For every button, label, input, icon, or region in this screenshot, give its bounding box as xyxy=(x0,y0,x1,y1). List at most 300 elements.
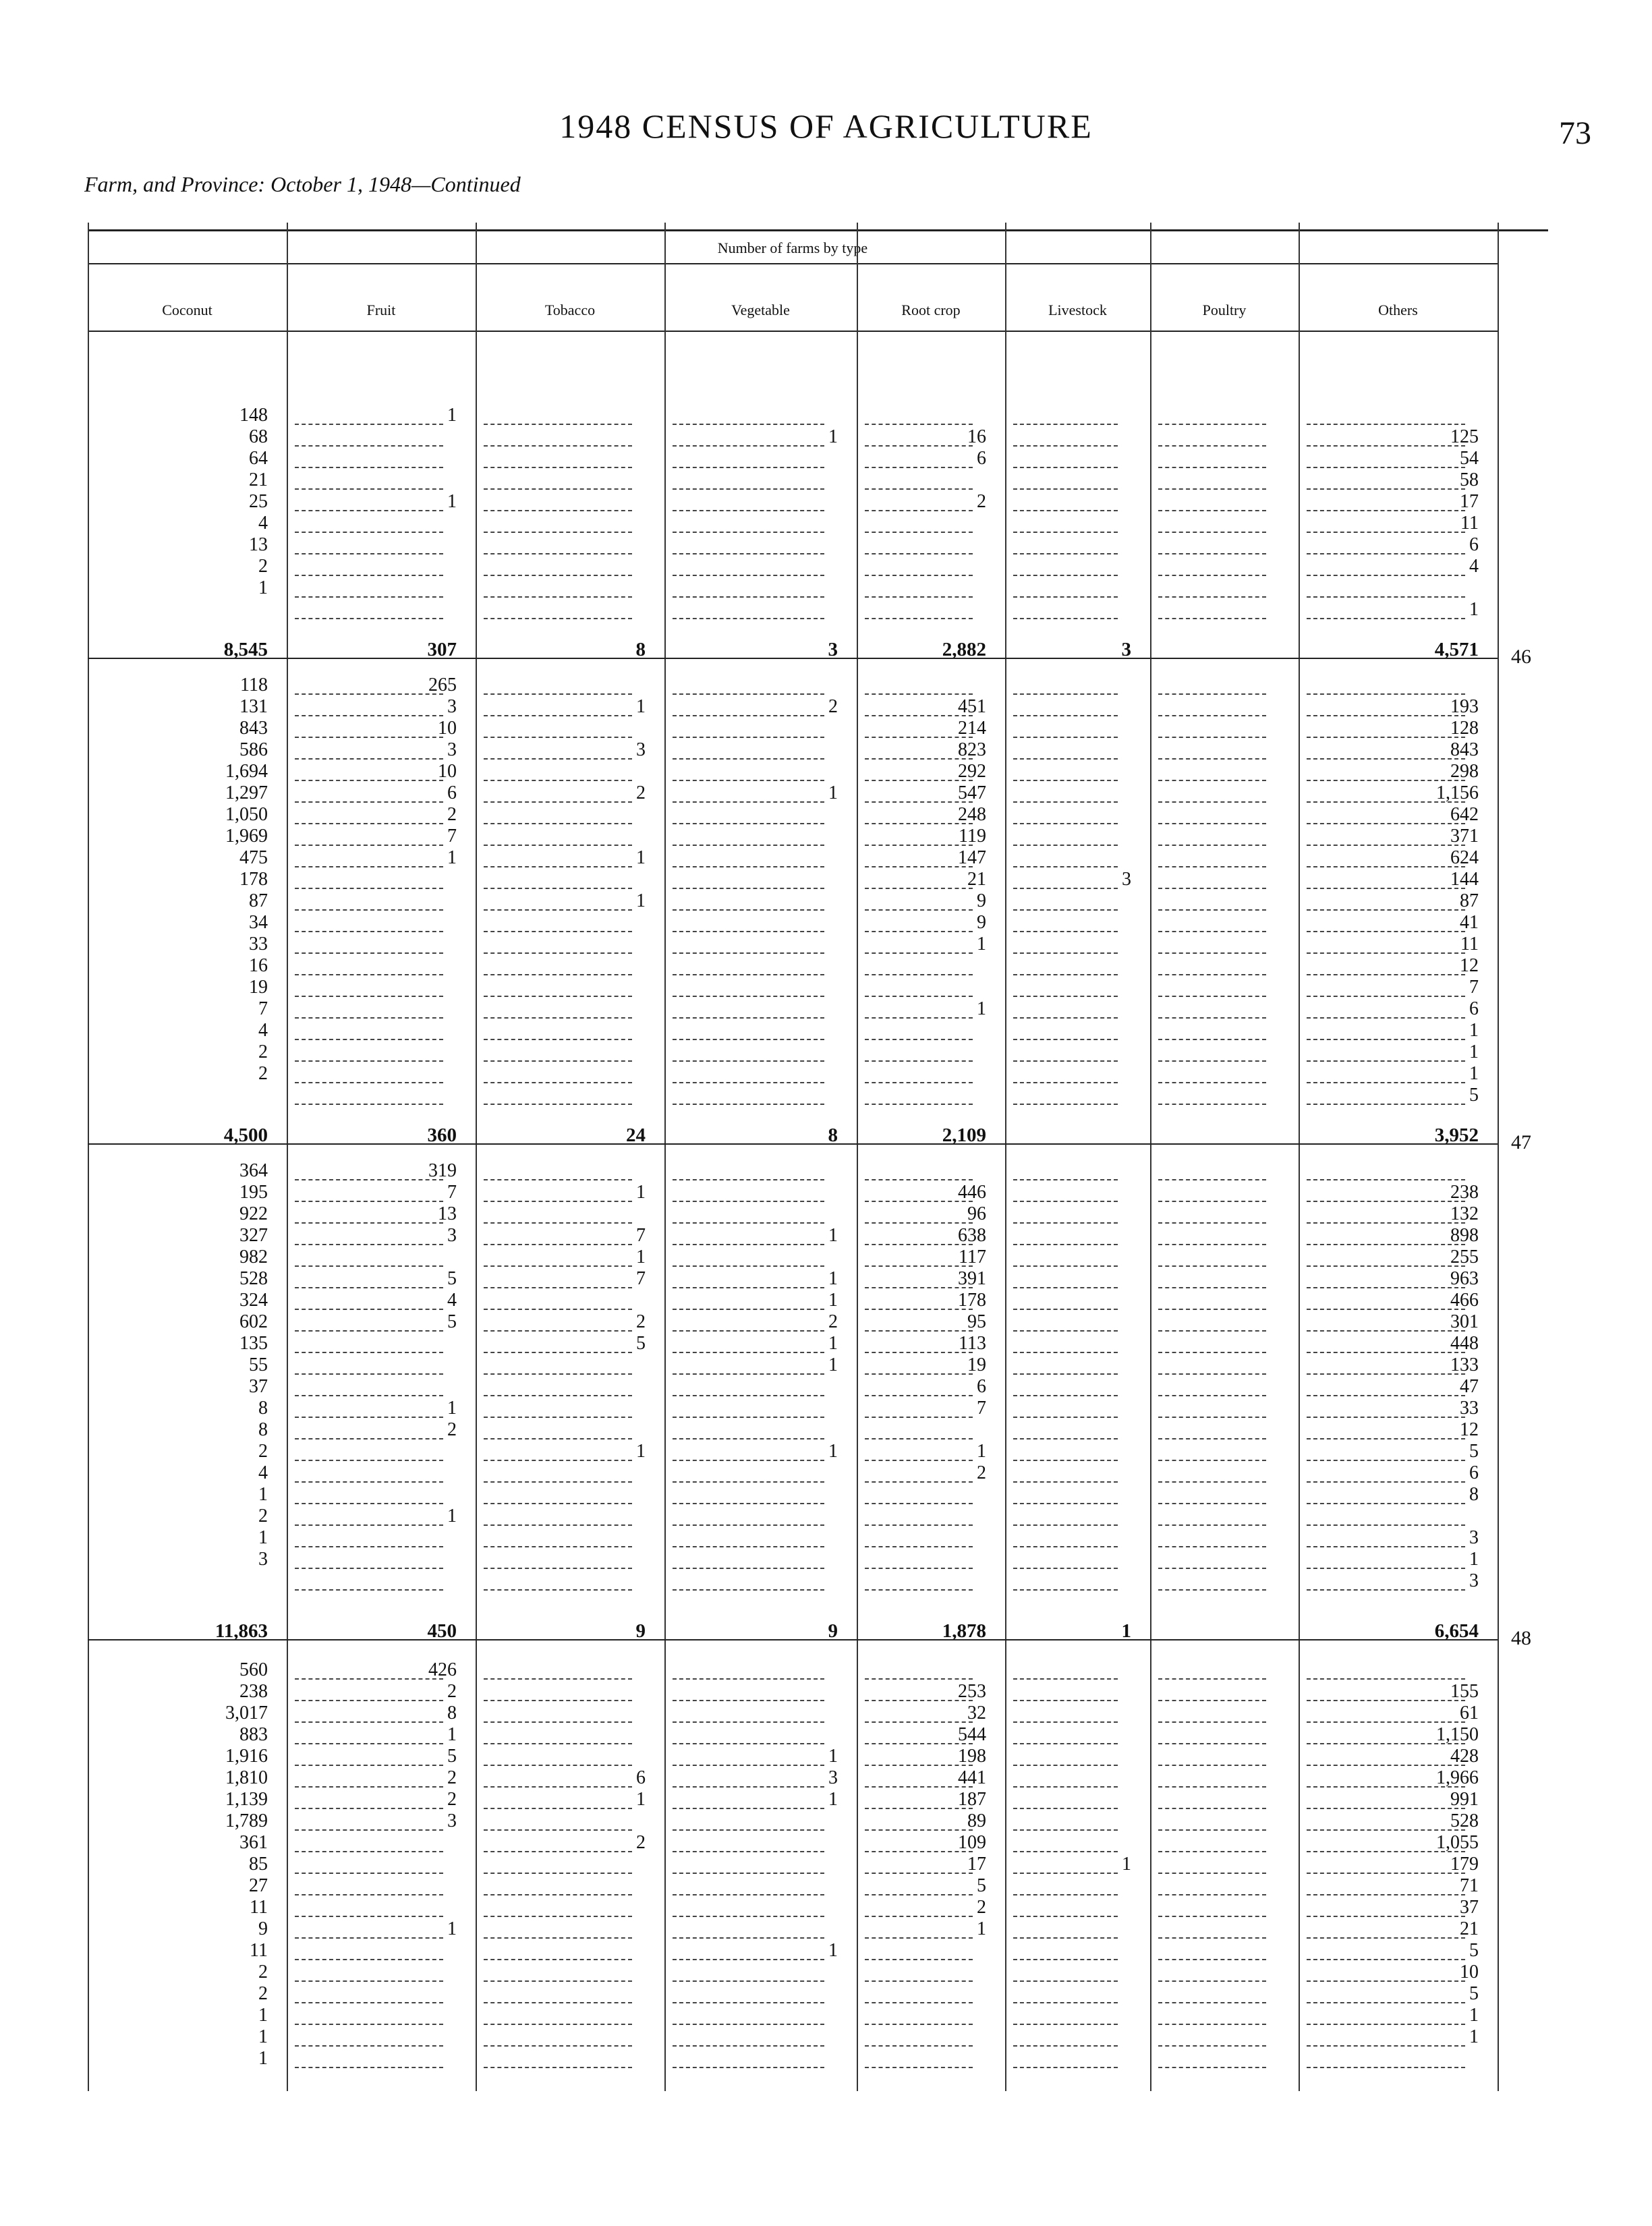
leader-dots xyxy=(1013,1309,1118,1310)
leader-dots xyxy=(1158,488,1266,490)
table-cell: 13 xyxy=(438,1203,457,1224)
leader-dots xyxy=(295,1959,443,1960)
table-cell: 1,050 xyxy=(225,804,268,825)
table-cell: 361 xyxy=(239,1832,268,1853)
leader-dots xyxy=(484,1524,632,1526)
leader-dots xyxy=(1158,1743,1266,1744)
total-cell: 4,500 xyxy=(223,1124,268,1146)
leader-dots xyxy=(1158,931,1266,932)
table-cell: 1 xyxy=(977,1918,986,1939)
table-banner: Number of farms by type xyxy=(717,239,868,256)
leader-dots xyxy=(673,2045,824,2047)
leader-dots xyxy=(484,1568,632,1569)
table-cell: 7 xyxy=(636,1268,646,1289)
leader-dots xyxy=(484,2024,632,2025)
leader-dots xyxy=(673,1265,824,1267)
table-cell: 1 xyxy=(977,998,986,1019)
table-cell: 1 xyxy=(828,1290,838,1311)
table-cell: 17 xyxy=(967,1854,986,1875)
row-number: 48 xyxy=(1511,1627,1531,1649)
leader-dots xyxy=(865,996,973,997)
table-cell: 2 xyxy=(258,1441,268,1462)
leader-dots xyxy=(1013,1179,1118,1180)
table-cell: 2 xyxy=(828,696,838,717)
leader-dots xyxy=(865,575,973,576)
leader-dots xyxy=(295,931,443,932)
leader-dots xyxy=(295,1546,443,1547)
leader-dots xyxy=(673,1503,824,1504)
leader-dots xyxy=(1013,1829,1118,1831)
row-number: 47 xyxy=(1511,1131,1531,1153)
leader-dots xyxy=(1013,1082,1118,1083)
leader-dots xyxy=(1158,1503,1266,1504)
table-cell: 391 xyxy=(958,1268,986,1289)
leader-dots xyxy=(1307,1524,1465,1526)
leader-dots xyxy=(295,1873,443,1874)
table-cell: 2 xyxy=(258,1962,268,1982)
table-cell: 195 xyxy=(239,1182,268,1203)
table-cell: 441 xyxy=(958,1767,986,1788)
table-cell: 238 xyxy=(1450,1182,1479,1203)
table-cell: 1 xyxy=(1469,2005,1479,2026)
leader-dots xyxy=(484,737,632,738)
table-cell: 991 xyxy=(1450,1789,1479,1810)
table-cell: 1,969 xyxy=(225,826,268,847)
leader-dots xyxy=(1158,974,1266,975)
leader-dots xyxy=(484,1039,632,1040)
leader-dots xyxy=(1013,1524,1118,1526)
row-number: 46 xyxy=(1511,646,1531,668)
table-cell: 6 xyxy=(1469,998,1479,1019)
leader-dots xyxy=(1013,1460,1118,1461)
leader-dots xyxy=(673,1851,824,1852)
table-cell: 21 xyxy=(249,469,268,490)
table-cell: 37 xyxy=(249,1376,268,1397)
table-cell: 214 xyxy=(958,718,986,739)
table-cell: 1,150 xyxy=(1436,1724,1479,1745)
table-cell: 37 xyxy=(1460,1897,1479,1918)
table-cell: 1 xyxy=(1469,1041,1479,1062)
leader-dots xyxy=(1013,445,1118,447)
leader-dots xyxy=(484,553,632,554)
table-cell: 3 xyxy=(1469,1527,1479,1548)
leader-dots xyxy=(673,974,824,975)
leader-dots xyxy=(1158,553,1266,554)
table-cell: 642 xyxy=(1450,804,1479,825)
leader-dots xyxy=(295,909,443,911)
leader-dots xyxy=(1013,553,1118,554)
leader-dots xyxy=(484,823,632,824)
table-cell: 324 xyxy=(239,1290,268,1311)
table-cell: 371 xyxy=(1450,826,1479,847)
leader-dots xyxy=(1307,2067,1465,2068)
leader-dots xyxy=(484,1721,632,1723)
leader-dots xyxy=(1158,1417,1266,1418)
leader-dots xyxy=(1158,1201,1266,1202)
leader-dots xyxy=(673,1082,824,1083)
leader-dots xyxy=(1158,1721,1266,1723)
leader-dots xyxy=(484,1700,632,1701)
leader-dots xyxy=(673,1873,824,1874)
column-header-livestock: Livestock xyxy=(1048,302,1107,318)
leader-dots xyxy=(673,1916,824,1917)
leader-dots xyxy=(484,1937,632,1939)
table-cell: 147 xyxy=(958,847,986,868)
table-cell: 1 xyxy=(258,2005,268,2026)
leader-dots xyxy=(1158,996,1266,997)
leader-dots xyxy=(1013,1743,1118,1744)
leader-dots xyxy=(865,488,973,490)
table-cell: 638 xyxy=(958,1225,986,1246)
leader-dots xyxy=(484,2002,632,2003)
table-cell: 2 xyxy=(258,1041,268,1062)
leader-dots xyxy=(295,2067,443,2068)
leader-dots xyxy=(673,1481,824,1483)
table-cell: 586 xyxy=(239,739,268,760)
total-cell: 360 xyxy=(427,1124,457,1146)
leader-dots xyxy=(865,1568,973,1569)
leader-dots xyxy=(865,693,973,695)
table-cell: 16 xyxy=(249,955,268,976)
leader-dots xyxy=(295,1039,443,1040)
leader-dots xyxy=(484,532,632,533)
table-cell: 119 xyxy=(959,826,986,847)
table-cell: 446 xyxy=(958,1182,986,1203)
leader-dots xyxy=(865,1104,973,1105)
leader-dots xyxy=(1013,1417,1118,1418)
table-cell: 1 xyxy=(828,1940,838,1961)
leader-dots xyxy=(1158,801,1266,803)
leader-dots xyxy=(1013,823,1118,824)
table-cell: 5 xyxy=(447,1268,457,1289)
leader-dots xyxy=(673,596,824,598)
table-cell: 1 xyxy=(828,1354,838,1375)
leader-dots xyxy=(1158,1937,1266,1939)
table-cell: 1 xyxy=(828,1333,838,1354)
leader-dots xyxy=(1013,1916,1118,1917)
leader-dots xyxy=(673,1546,824,1547)
leader-dots xyxy=(484,1417,632,1418)
leader-dots xyxy=(1158,1265,1266,1267)
total-cell: 6,654 xyxy=(1434,1620,1479,1642)
leader-dots xyxy=(1013,1352,1118,1353)
leader-dots xyxy=(484,952,632,954)
leader-dots xyxy=(1158,575,1266,576)
leader-dots xyxy=(484,467,632,468)
table-cell: 95 xyxy=(967,1311,986,1332)
leader-dots xyxy=(1158,2002,1266,2003)
leader-dots xyxy=(295,1503,443,1504)
leader-dots xyxy=(1158,909,1266,911)
leader-dots xyxy=(295,1104,443,1105)
leader-dots xyxy=(295,2002,443,2003)
leader-dots xyxy=(295,1894,443,1895)
leader-dots xyxy=(1013,1765,1118,1766)
table-cell: 12 xyxy=(1460,1419,1479,1440)
leader-dots xyxy=(1013,1017,1118,1019)
table-cell: 1,297 xyxy=(225,782,268,803)
leader-dots xyxy=(865,1082,973,1083)
leader-dots xyxy=(1158,1873,1266,1874)
leader-dots xyxy=(1158,1678,1266,1680)
leader-dots xyxy=(865,532,973,533)
table-cell: 1 xyxy=(636,1789,646,1810)
leader-dots xyxy=(1158,1524,1266,1526)
table-cell: 33 xyxy=(1460,1398,1479,1419)
table-cell: 1 xyxy=(258,1484,268,1505)
table-cell: 118 xyxy=(240,675,268,695)
leader-dots xyxy=(1013,1330,1118,1332)
table-cell: 55 xyxy=(249,1354,268,1375)
table-cell: 1,156 xyxy=(1436,782,1479,803)
table-cell: 1 xyxy=(447,1398,457,1419)
leader-dots xyxy=(673,1700,824,1701)
table-subtitle: Farm, and Province: October 1, 1948—Continued xyxy=(84,172,521,196)
leader-dots xyxy=(484,1481,632,1483)
leader-dots xyxy=(1158,1765,1266,1766)
leader-dots xyxy=(1013,2045,1118,2047)
table-cell: 1 xyxy=(1122,1854,1131,1875)
leader-dots xyxy=(295,1082,443,1083)
table-cell: 133 xyxy=(1450,1354,1479,1375)
leader-dots xyxy=(484,1395,632,1396)
leader-dots xyxy=(1013,424,1118,425)
leader-dots xyxy=(865,1524,973,1526)
leader-dots xyxy=(1013,1700,1118,1701)
leader-dots xyxy=(1158,1568,1266,1569)
table-cell: 624 xyxy=(1450,847,1479,868)
leader-dots xyxy=(673,1937,824,1939)
table-cell: 1 xyxy=(447,847,457,868)
leader-dots xyxy=(1013,1481,1118,1483)
leader-dots xyxy=(673,823,824,824)
table-cell: 117 xyxy=(959,1247,986,1267)
leader-dots xyxy=(1013,532,1118,533)
column-header-coconut: Coconut xyxy=(162,302,212,318)
leader-dots xyxy=(295,596,443,598)
leader-dots xyxy=(865,1678,973,1680)
leader-dots xyxy=(1158,1373,1266,1375)
leader-dots xyxy=(295,1265,443,1267)
table-cell: 4 xyxy=(258,1462,268,1483)
leader-dots xyxy=(1158,1222,1266,1224)
leader-dots xyxy=(484,1678,632,1680)
leader-dots xyxy=(673,693,824,695)
total-cell: 3 xyxy=(1121,639,1131,660)
table-cell: 21 xyxy=(1460,1918,1479,1939)
leader-dots xyxy=(295,1352,443,1353)
leader-dots xyxy=(295,1916,443,1917)
leader-dots xyxy=(865,2067,973,2068)
leader-dots xyxy=(1158,1309,1266,1310)
leader-dots xyxy=(1013,1201,1118,1202)
table-cell: 2 xyxy=(977,1897,986,1918)
leader-dots xyxy=(865,1039,973,1040)
leader-dots xyxy=(1013,845,1118,846)
section-rule xyxy=(88,658,1498,659)
table-cell: 87 xyxy=(1460,890,1479,911)
table-cell: 9 xyxy=(258,1918,268,1939)
table-cell: 17 xyxy=(1460,491,1479,512)
table-cell: 4 xyxy=(258,1020,268,1041)
leader-dots xyxy=(673,1743,824,1744)
leader-dots xyxy=(1158,1104,1266,1105)
leader-dots xyxy=(1158,1244,1266,1245)
table-cell: 1 xyxy=(636,1247,646,1267)
column-header-tobacco: Tobacco xyxy=(544,302,596,318)
table-cell: 25 xyxy=(249,491,268,512)
leader-dots xyxy=(484,1916,632,1917)
leader-dots xyxy=(1307,693,1465,695)
leader-dots xyxy=(1013,1678,1118,1680)
leader-dots xyxy=(295,532,443,533)
leader-dots xyxy=(1158,2045,1266,2047)
leader-dots xyxy=(673,1829,824,1831)
table-cell: 2 xyxy=(636,782,646,803)
table-cell: 33 xyxy=(249,934,268,954)
leader-dots xyxy=(295,575,443,576)
leader-dots xyxy=(1158,532,1266,533)
leader-dots xyxy=(865,2024,973,2025)
leader-dots xyxy=(484,845,632,846)
total-cell: 2,109 xyxy=(942,1124,986,1146)
table-cell: 2 xyxy=(258,556,268,577)
leader-dots xyxy=(295,445,443,447)
table-cell: 6 xyxy=(1469,534,1479,555)
leader-dots xyxy=(1158,1786,1266,1788)
column-divider xyxy=(1150,223,1151,2091)
leader-dots xyxy=(1158,780,1266,781)
column-header-root-crop: Root crop xyxy=(901,302,961,318)
table-cell: 3 xyxy=(1122,869,1131,890)
leader-dots xyxy=(1158,758,1266,760)
table-cell: 7 xyxy=(636,1225,646,1246)
leader-dots xyxy=(1013,2067,1118,2068)
leader-dots xyxy=(673,1060,824,1062)
leader-dots xyxy=(1158,2024,1266,2025)
table-cell: 1 xyxy=(1469,1549,1479,1570)
table-cell: 319 xyxy=(428,1160,457,1181)
leader-dots xyxy=(484,931,632,932)
table-cell: 451 xyxy=(958,696,986,717)
table-cell: 1,810 xyxy=(225,1767,268,1788)
leader-dots xyxy=(673,1894,824,1895)
leader-dots xyxy=(673,2024,824,2025)
leader-dots xyxy=(1013,737,1118,738)
leader-dots xyxy=(484,1082,632,1083)
leader-dots xyxy=(295,1481,443,1483)
leader-dots xyxy=(1158,1700,1266,1701)
leader-dots xyxy=(1013,1222,1118,1224)
leader-dots xyxy=(1158,1039,1266,1040)
leader-dots xyxy=(1158,1017,1266,1019)
leader-dots xyxy=(1158,1395,1266,1396)
leader-dots xyxy=(484,1438,632,1439)
leader-dots xyxy=(484,1959,632,1960)
top-rule xyxy=(88,229,1548,231)
leader-dots xyxy=(673,1568,824,1569)
table-cell: 144 xyxy=(1450,869,1479,890)
table-cell: 68 xyxy=(249,426,268,447)
table-cell: 1 xyxy=(258,577,268,598)
column-divider xyxy=(476,223,477,2091)
leader-dots xyxy=(673,1104,824,1105)
leader-dots xyxy=(1013,1039,1118,1040)
table-cell: 2 xyxy=(258,1506,268,1526)
leader-dots xyxy=(484,780,632,781)
leader-dots xyxy=(484,618,632,619)
table-cell: 3 xyxy=(636,739,646,760)
table-cell: 2 xyxy=(636,1311,646,1332)
table-cell: 12 xyxy=(1460,955,1479,976)
leader-dots xyxy=(1013,467,1118,468)
leader-dots xyxy=(673,510,824,511)
table-cell: 3 xyxy=(828,1767,838,1788)
table-cell: 5 xyxy=(636,1333,646,1354)
table-cell: 1 xyxy=(636,1441,646,1462)
leader-dots xyxy=(1013,693,1118,695)
leader-dots xyxy=(673,1678,824,1680)
leader-dots xyxy=(673,2067,824,2068)
leader-dots xyxy=(295,996,443,997)
leader-dots xyxy=(1158,1980,1266,1982)
leader-dots xyxy=(1013,2002,1118,2003)
table-cell: 198 xyxy=(958,1746,986,1767)
leader-dots xyxy=(484,575,632,576)
leader-dots xyxy=(673,996,824,997)
page-title: 1948 CENSUS OF AGRICULTURE xyxy=(559,107,1093,145)
leader-dots xyxy=(1158,1959,1266,1960)
table-cell: 58 xyxy=(1460,469,1479,490)
table-cell: 7 xyxy=(447,1182,457,1203)
leader-dots xyxy=(1013,931,1118,932)
leader-dots xyxy=(673,1395,824,1396)
leader-dots xyxy=(673,888,824,889)
table-cell: 5 xyxy=(1469,1085,1479,1106)
leader-dots xyxy=(865,1179,973,1180)
leader-dots xyxy=(865,1438,973,1439)
table-cell: 602 xyxy=(239,1311,268,1332)
leader-dots xyxy=(295,467,443,468)
leader-dots xyxy=(865,1980,973,1982)
leader-dots xyxy=(295,618,443,619)
leader-dots xyxy=(865,596,973,598)
table-cell: 2 xyxy=(977,491,986,512)
table-cell: 61 xyxy=(1460,1703,1479,1723)
leader-dots xyxy=(1013,2024,1118,2025)
table-cell: 1 xyxy=(977,1441,986,1462)
leader-dots xyxy=(295,1851,443,1852)
table-cell: 1 xyxy=(258,2026,268,2047)
leader-dots xyxy=(673,575,824,576)
column-divider xyxy=(1005,223,1006,2091)
table-cell: 5 xyxy=(1469,1983,1479,2004)
leader-dots xyxy=(484,693,632,695)
table-cell: 109 xyxy=(958,1832,986,1853)
leader-dots xyxy=(1013,1786,1118,1788)
table-cell: 10 xyxy=(1460,1962,1479,1982)
total-cell: 8 xyxy=(828,1124,838,1146)
table-cell: 9 xyxy=(977,912,986,933)
table-cell: 1 xyxy=(258,2048,268,2069)
table-cell: 4 xyxy=(1469,556,1479,577)
leader-dots xyxy=(484,445,632,447)
table-cell: 1,055 xyxy=(1436,1832,1479,1853)
total-cell: 1 xyxy=(1121,1620,1131,1642)
leader-dots xyxy=(865,1546,973,1547)
table-cell: 10 xyxy=(438,718,457,739)
leader-dots xyxy=(1013,1589,1118,1591)
